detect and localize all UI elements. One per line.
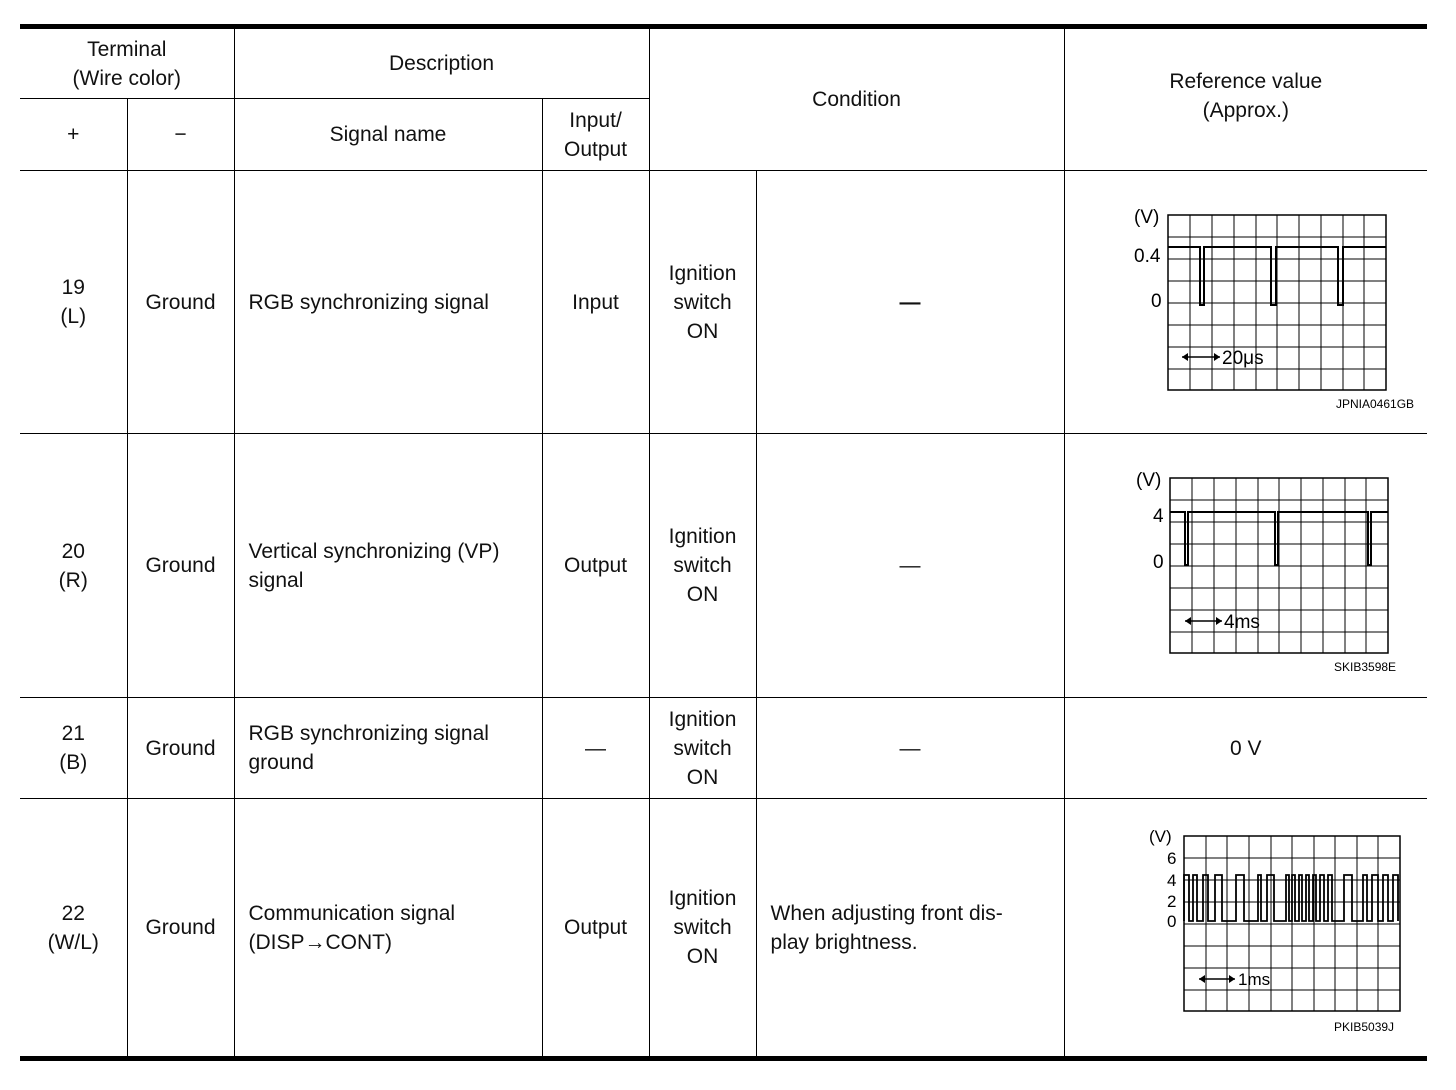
terminal-minus: Ground	[127, 698, 234, 799]
condition-detail: When adjusting front dis- play brightness.	[756, 799, 1064, 1059]
figure-code: SKIB3598E	[1333, 660, 1396, 674]
waveform-trace	[1170, 512, 1388, 565]
terminal-reference-table	[20, 24, 1427, 1061]
axis-tick-label: 0.4	[1133, 245, 1161, 267]
terminal-reference-table-container	[20, 24, 1427, 1061]
terminal-minus: Ground	[127, 799, 234, 1059]
waveform-figure	[1096, 458, 1396, 673]
figure-code: JPNIA0461GB	[1335, 396, 1414, 411]
header-minus: −	[127, 99, 234, 171]
input-output: Output	[542, 799, 649, 1059]
condition-detail: —	[756, 698, 1064, 799]
axis-tick-label: 0	[1150, 290, 1162, 312]
time-scale-marker	[1182, 353, 1220, 361]
terminal-plus: 19 (L)	[20, 171, 127, 434]
terminal-plus: 21 (B)	[20, 698, 127, 799]
reference-value-text: 0 V	[1064, 698, 1427, 799]
terminal-plus: 22 (W/L)	[20, 799, 127, 1059]
reference-value-cell	[1064, 434, 1427, 698]
time-scale-label: 20μs	[1221, 347, 1264, 369]
oscilloscope-waveform	[1096, 195, 1414, 411]
table-row	[20, 799, 1427, 1059]
axis-unit-label: (V)	[1133, 206, 1160, 228]
waveform-trace	[1184, 875, 1398, 921]
table-row	[20, 171, 1427, 434]
condition-detail: —	[756, 171, 1064, 434]
signal-name: Vertical synchronizing (VP) signal	[234, 434, 542, 698]
oscilloscope-waveform	[1096, 458, 1396, 673]
axis-unit-label: (V)	[1135, 470, 1162, 491]
condition-detail: —	[756, 434, 1064, 698]
axis-tick-label: 6	[1166, 849, 1177, 868]
time-scale-label: 1ms	[1237, 970, 1270, 989]
axis-tick-label: 4	[1166, 871, 1177, 890]
condition-switch: Ignition switch ON	[649, 434, 756, 698]
time-scale-marker	[1199, 975, 1235, 983]
header-description: Description	[234, 27, 649, 99]
time-scale-label: 4ms	[1223, 612, 1260, 633]
waveform-figure	[1096, 820, 1396, 1035]
table-row	[20, 434, 1427, 698]
waveform-figure	[1096, 195, 1414, 411]
terminal-plus: 20 (R)	[20, 434, 127, 698]
condition-switch: Ignition switch ON	[649, 171, 756, 434]
header-plus: +	[20, 99, 127, 171]
signal-name: Communication signal (DISP→CONT)	[234, 799, 542, 1059]
reference-value-cell	[1064, 799, 1427, 1059]
header-condition: Condition	[649, 27, 1064, 171]
axis-tick-label: 0	[1152, 552, 1164, 573]
waveform-trace	[1168, 247, 1386, 305]
header-reference-value: Reference value (Approx.)	[1064, 27, 1427, 171]
reference-value-cell	[1064, 171, 1427, 434]
figure-code: PKIB5039J	[1333, 1020, 1394, 1034]
signal-name: RGB synchronizing signal ground	[234, 698, 542, 799]
header-signal-name: Signal name	[234, 99, 542, 171]
header-terminal: Terminal (Wire color)	[20, 27, 234, 99]
input-output: Input	[542, 171, 649, 434]
terminal-minus: Ground	[127, 434, 234, 698]
signal-name: RGB synchronizing signal	[234, 171, 542, 434]
condition-switch: Ignition switch ON	[649, 799, 756, 1059]
terminal-minus: Ground	[127, 171, 234, 434]
axis-unit-label: (V)	[1148, 827, 1172, 846]
oscilloscope-waveform	[1096, 820, 1396, 1035]
axis-tick-label: 2	[1166, 892, 1177, 911]
input-output: —	[542, 698, 649, 799]
header-input-output: Input/ Output	[542, 99, 649, 171]
table-row	[20, 698, 1427, 799]
condition-switch: Ignition switch ON	[649, 698, 756, 799]
axis-tick-label: 4	[1152, 506, 1164, 527]
axis-tick-label: 0	[1166, 912, 1177, 931]
input-output: Output	[542, 434, 649, 698]
time-scale-marker	[1185, 617, 1222, 625]
scope-grid	[1184, 836, 1400, 1011]
